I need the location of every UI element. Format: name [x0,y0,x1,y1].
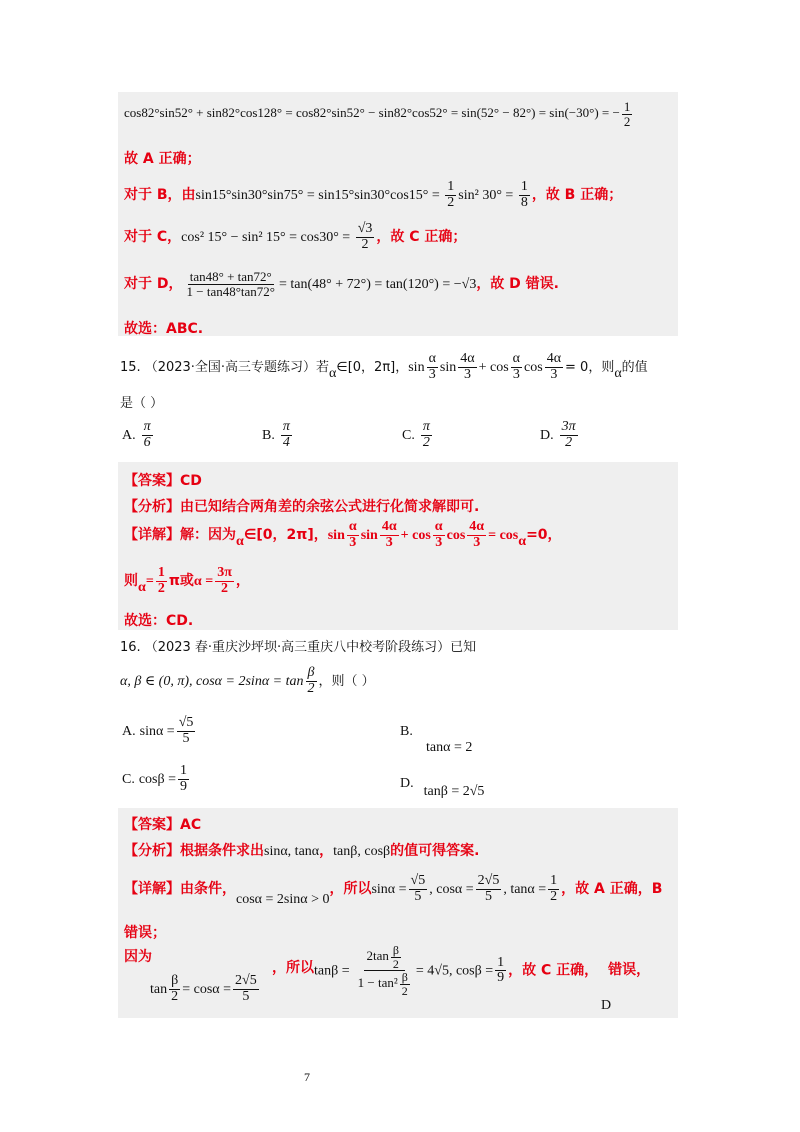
q15-detail-frac2 [380,520,399,550]
q15-detail-eq: = cos [488,527,519,543]
q16-cond-math: α, β ∈ (0, π), cosα = 2sinα = tan [120,673,304,689]
q16-result-frac [495,956,506,986]
q15-detail [124,520,562,550]
q16-answer: 【答案】AC [124,817,202,833]
q16-detail-tan: , tanα = [503,881,547,897]
q16-analysis-m2: tanβ, cosβ [333,844,391,859]
q15-detail-alpha: α [236,533,244,549]
q16-analysis-suffix: 的值可得答案. [390,843,480,859]
q15-frac1 [427,352,438,382]
option-expr: sinα = [139,723,175,739]
q15-frac3 [511,352,522,382]
q15-detail-alpha-2: α [518,533,527,549]
q16-c-correct: ，故 C 正确， [508,962,599,979]
q14-select: 故选：ABC. [124,321,204,337]
frac-num: 3π [561,419,576,434]
q16-value-frac [233,974,259,1004]
q16-half-beta [169,974,180,1004]
q14-line-a-expr: cos82°sin52° + sin82°cos128° = cos82°sin52° − sin82°cos52° = sin(52° − 82°) = sin(−30°) = − [124,105,620,121]
frac-num: π [143,419,151,434]
frac-num: √5 [410,873,426,888]
q15-cos1: + cos [478,359,509,375]
q14-c-prefix: 对于 C， [124,228,182,245]
q16-detail-so: ，所以 [329,880,372,897]
q15-frac4 [545,352,563,382]
frac-num: 1 [623,99,631,114]
q16-so-line [272,944,650,997]
frac-den: 2 [392,956,399,971]
option-expr: cosβ = [138,771,177,787]
option-expr: tanβ = 2√5 [423,784,485,799]
q16-source: （2023 春·重庆沙坪坝·高三重庆八中校考阶段练习）已知 [144,640,477,655]
frac-num: 4α [546,351,562,366]
frac-num: 3π [217,565,232,580]
option-value [560,420,578,450]
q15-alpha: α [329,365,337,381]
q14-d-prefix: 对于 D， [124,275,183,292]
frac-den [356,971,414,997]
q14-d-line [124,270,559,298]
q16-eq-cos: = cosα = [182,981,232,997]
option-label: D. [400,776,414,791]
q15-then-eq: = [145,573,154,589]
q14-b-math: sin15°sin30°sin75° = sin15°sin30°cos15° = [195,187,444,203]
q16-because-expr [150,974,261,1004]
frac-num: 1 [157,565,165,580]
frac-den: 3 [385,534,393,550]
frac-den: 9 [497,970,505,986]
q16-detail-sin: sinα = [371,881,407,897]
frac-den: 9 [180,778,188,794]
big-den-text: 1 − tan² [357,975,398,991]
q16-result: = 4√5, cosβ = [415,963,494,979]
q14-c-math: cos² 15° − sin² 15° = cos30° = [181,229,354,245]
q15-detail-cos1: + cos [400,527,431,543]
q16-analysis: 【分析】根据条件求出sinα, tanα，tanβ, cosβ的值可得答案. [124,843,480,859]
q16-detail-suffix: ，故 A 正确，B [561,880,663,897]
q16-detail [124,873,663,907]
q15-range: ∈[0，2π]， [336,359,409,375]
frac-num: β [171,973,179,988]
q14-b-line [124,180,622,210]
frac-den: 3 [473,534,481,550]
frac-num: β [401,970,408,985]
frac-num: 1 [497,954,505,970]
option-label: B. [262,427,275,443]
frac-num: 2√5 [235,973,257,988]
frac-den: 2 [422,434,430,450]
q14-a-correct: 故 A 正确； [124,151,201,167]
option-value [142,420,153,450]
option-expr: tanα = 2 [426,740,473,755]
q15-stem-line2: 是（ ） [120,396,164,411]
q14-d-frac [185,270,278,298]
q15-detail-frac3 [433,520,445,550]
frac-den: 3 [550,366,558,382]
frac-num: 4α [460,351,475,366]
q16-detail-frac1 [409,874,428,904]
q16-cond-tail: ，则（ ） [318,673,375,689]
frac-num: 4α [469,519,485,534]
frac-den: 2 [361,236,369,252]
frac-den: 2 [565,434,573,450]
q14-b-suffix: ，故 B 正确； [531,186,623,203]
frac-den: 2 [171,988,179,1004]
q15-source: （2023·全国·高三专题练习）若 [144,359,330,375]
frac-den: 4 [282,434,290,450]
q16-condition [120,666,375,696]
q16-analysis-prefix: 【分析】根据条件求出 [124,843,264,859]
q16-detail-frac2 [476,874,502,904]
frac-num: √3 [357,221,373,236]
q16-error: 错误， [608,962,651,979]
q16-wrong: 错误； [124,925,166,941]
q14-c-suffix: ，故 C 正确； [376,228,467,245]
q15-cos2: cos [524,359,543,375]
q14-line-a-frac [622,100,633,128]
q16-number: 16. [120,640,141,655]
q15-frac2 [458,352,476,382]
frac-den: 2 [447,194,455,210]
big-num-frac [391,944,401,970]
q15-detail-cos2: cos [446,527,466,543]
q15-tail: 的值 [621,359,648,375]
option-label: C. [122,771,135,787]
q15-detail-prefix: 【详解】解：因为 [124,526,236,543]
q15-then-eq2: α = [193,573,214,589]
big-num-text: 2tan [366,948,389,964]
q16-option-d [400,774,485,799]
frac-num: α [512,351,521,366]
q16-tan: tan [150,981,168,997]
q14-b-frac-half [445,180,456,210]
q16-option-c [122,764,191,794]
frac-num: π [422,419,430,434]
q16-detail-prefix: 【详解】由条件， [124,880,236,897]
frac-den: 2 [401,983,408,998]
solution-block-14 [118,92,678,336]
frac-num: 2√5 [477,873,500,888]
frac-den: 6 [143,434,151,450]
frac-num: α [434,519,443,534]
q14-d-math: = tan(48° + 72°) = tan(120°) = −√3 [279,276,477,292]
frac-num: α [348,519,357,534]
q16-analysis-m1: sinα, tanα [264,844,320,859]
frac-num: tan48° + tan72° [189,269,272,284]
option-frac [177,716,196,746]
frac-num: 1 [180,763,188,778]
frac-num: β [392,943,399,957]
q15-then-comma: ， [235,572,250,589]
option-label: A. [122,427,136,443]
frac-den: 5 [414,888,422,904]
q15-stem [120,352,648,382]
q16-option-a [122,716,197,746]
q15-detail-sin2: sin [360,527,378,543]
q16-tanbeta: tanβ = [314,963,350,979]
q14-c-line [124,222,466,252]
frac-den: 3 [349,534,357,550]
q15-number: 15. [120,359,141,375]
q15-then-frac-half [156,566,167,596]
q15-sin1: sin [408,359,425,375]
q15-option-b [262,420,294,450]
q14-b-mid: sin² 30° = [458,187,517,203]
frac-den: 2 [307,680,315,696]
option-label: D. [540,427,554,443]
q15-detail-sin1: sin [327,527,345,543]
frac-num: π [282,419,290,434]
q15-then: 则 [124,572,138,589]
frac-den: 5 [484,888,492,904]
q15-detail-frac1 [347,520,359,550]
q16-big-frac [356,944,414,997]
frac-den: 2 [157,580,165,596]
q15-alpha-2: α [614,365,622,381]
frac-den: 3 [428,366,436,382]
frac-num: 4α [381,519,397,534]
q14-line-a [124,100,634,128]
q15-eq-zero: = 0，则 [565,359,615,375]
frac-den: 1 − tan48°tan72° [186,283,275,299]
frac-den: 3 [463,366,471,382]
option-frac [178,764,189,794]
q16-because-label: 因为 [124,949,152,965]
frac-den: 3 [435,534,443,550]
q15-option-d [540,420,580,450]
q16-detail-cond: cosα = 2sinα > 0 [236,891,330,907]
frac-den: 8 [520,194,528,210]
q15-answer: 【答案】CD [124,473,202,489]
frac-den: 5 [182,730,190,746]
frac-den: 2 [623,113,631,129]
q15-then-alpha: α [138,579,146,595]
q15-detail-frac4 [467,520,486,550]
frac-num [364,944,405,971]
frac-den: 5 [242,988,250,1004]
option-value [281,420,292,450]
q14-b-prefix: 对于 B，由 [124,186,196,203]
q16-so: ，所以 [272,960,314,977]
option-label: B. [400,724,413,739]
q16-option-b [400,724,472,756]
frac-num: 1 [447,179,455,194]
option-value [421,420,432,450]
q14-b-frac-result [519,180,530,210]
option-label: C. [402,427,415,443]
q16-d-letter: D [601,998,612,1013]
q16-because [124,950,152,970]
frac-num: α [428,351,436,366]
q16-detail-cos: , cosα = [429,881,474,897]
q16-detail-frac3 [548,874,559,904]
frac-num: 1 [520,179,528,194]
q15-option-c [402,420,434,450]
big-den-frac [400,971,410,997]
q15-option-a [122,420,155,450]
frac-den: 3 [512,366,520,382]
q15-then-frac-3pi [215,566,234,596]
frac-num: β [307,665,315,680]
q15-detail-range: ∈[0，2π]， [243,526,328,543]
q15-detail-end: =0， [526,526,562,543]
q15-select: 故选：CD. [124,613,194,629]
q14-c-frac [356,222,375,252]
frac-num: √5 [178,715,194,730]
page-number: 7 [304,1070,310,1084]
q15-analysis: 【分析】由已知结合两角差的余弦公式进行化简求解即可. [124,499,480,515]
q14-d-suffix: ，故 D 错误. [476,275,559,292]
frac-den: 2 [221,580,229,596]
frac-den: 2 [550,888,558,904]
q15-sin2: sin [439,359,457,375]
q16-stem [120,636,476,656]
q16-cond-frac [306,666,317,696]
option-label: A. [122,723,136,739]
q15-then-line [124,566,250,596]
frac-num: 1 [550,873,558,888]
q15-then-pi-or: π或 [168,572,194,589]
